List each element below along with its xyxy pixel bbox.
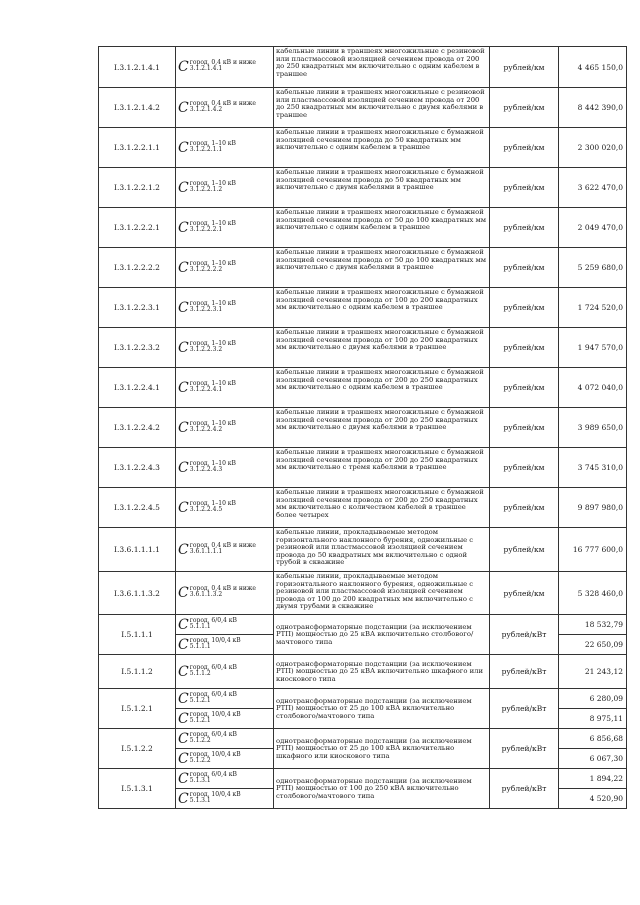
cost-symbol xyxy=(178,301,271,315)
symbol-cell xyxy=(176,572,274,615)
cost-letter: C xyxy=(178,219,189,236)
item-value: 3 745 310,0 xyxy=(559,448,627,488)
symbol-subscript: 3.1.2.2.4.3 xyxy=(189,465,223,473)
item-unit: рублей/км xyxy=(490,328,559,368)
symbol-subscript: 5.1.3.1 xyxy=(189,776,211,784)
symbol-cell xyxy=(176,488,274,528)
symbol-subscript: 5.1.1.2 xyxy=(189,669,211,677)
item-unit: рублей/км xyxy=(490,128,559,168)
item-unit: рублей/км xyxy=(490,47,559,88)
cost-letter: C xyxy=(178,663,189,680)
table-row xyxy=(99,408,627,448)
symbol-subscript: 3.1.2.2.4.5 xyxy=(189,505,223,513)
item-unit: рублей/км xyxy=(490,572,559,615)
table-row xyxy=(99,88,627,128)
table-row xyxy=(99,689,627,709)
symbol-cell xyxy=(176,208,274,248)
symbol-subscript: 3.1.2.1.4.2 xyxy=(189,105,223,113)
item-unit: рублей/кВт xyxy=(490,615,559,655)
symbol-cell xyxy=(176,248,274,288)
symbol-superscript: город, 1–10 кВ xyxy=(189,379,236,387)
cost-letter: C xyxy=(178,139,189,156)
cost-symbol xyxy=(178,665,271,679)
symbol-subscript: 5.1.1.1 xyxy=(189,642,211,650)
symbol-subscript: 3.1.2.2.2.1 xyxy=(189,225,223,233)
item-description: однотрансформаторные подстанции (за исключением РТП) мощностью до 25 кВА включительно столбового/мачтового типа xyxy=(274,615,490,655)
item-unit: рублей/кВт xyxy=(490,689,559,729)
symbol-cell xyxy=(176,88,274,128)
item-description: кабельные линии в траншеях многожильные с бумажной изоляцией сечением провода от 50 до 100 квадратных мм включительно с одним кабелем в траншее xyxy=(274,208,490,248)
table-row xyxy=(99,528,627,572)
item-description: однотрансформаторные подстанции (за исключением РТП) мощностью от 25 до 100 кВА включительно шкафного или киоскового типа xyxy=(274,729,490,769)
symbol-subscript: 3.1.2.1.4.1 xyxy=(189,65,223,73)
item-unit: рублей/км xyxy=(490,408,559,448)
symbol-superscript: город, 1–10 кВ xyxy=(189,499,236,507)
symbol-cell xyxy=(176,615,274,635)
item-unit: рублей/км xyxy=(490,448,559,488)
cost-letter: C xyxy=(178,730,189,747)
symbol-subscript: 5.1.1.1 xyxy=(189,622,211,630)
table-row xyxy=(99,47,627,88)
item-description: кабельные линии в траншеях многожильные с бумажной изоляцией сечением провода от 200 до 250 квадратных мм включительно с двумя кабелями в траншее xyxy=(274,408,490,448)
symbol-cell xyxy=(176,789,274,809)
symbol-superscript: город, 6/0,4 кВ xyxy=(189,616,237,624)
cost-letter: C xyxy=(178,339,189,356)
item-code: I.3.1.2.2.4.3 xyxy=(99,448,176,488)
item-code: I.5.1.1.1 xyxy=(99,615,176,655)
item-code: I.3.1.2.2.1.1 xyxy=(99,128,176,168)
symbol-cell xyxy=(176,368,274,408)
cost-letter: C xyxy=(178,710,189,727)
item-description: кабельные линии, прокладываемые методом горизонтального наклонного бурения, одножильные с резиновой или пластмассовой изоляцией сечением провода до 50 квадратных мм включительно с одной трубой в скважине xyxy=(274,528,490,572)
cost-symbol xyxy=(178,732,271,746)
cost-letter: C xyxy=(178,750,189,767)
item-unit: рублей/км xyxy=(490,208,559,248)
symbol-superscript: город, 1–10 кВ xyxy=(189,459,236,467)
symbol-superscript: город, 1–10 кВ xyxy=(189,419,236,427)
item-value: 22 650,09 xyxy=(559,635,627,655)
cost-symbol xyxy=(178,712,271,726)
item-value: 4 520,90 xyxy=(559,789,627,809)
cost-letter: C xyxy=(178,499,189,516)
item-value: 3 622 470,0 xyxy=(559,168,627,208)
item-value: 1 894,22 xyxy=(559,769,627,789)
item-code: I.3.1.2.2.2.2 xyxy=(99,248,176,288)
cost-letter: C xyxy=(178,616,189,633)
symbol-cell xyxy=(176,47,274,88)
item-description: однотрансформаторные подстанции (за исключением РТП) мощностью от 100 до 250 кВА включительно столбового/мачтового типа xyxy=(274,769,490,809)
item-code: I.3.1.2.1.4.2 xyxy=(99,88,176,128)
item-code: I.5.1.3.1 xyxy=(99,769,176,809)
cost-symbol xyxy=(178,141,271,155)
symbol-subscript: 3.1.2.2.2.2 xyxy=(189,265,223,273)
cost-letter: C xyxy=(178,541,189,558)
table-row xyxy=(99,448,627,488)
cost-letter: C xyxy=(178,259,189,276)
item-code: I.3.1.2.2.3.2 xyxy=(99,328,176,368)
symbol-superscript: город, 1–10 кВ xyxy=(189,259,236,267)
symbol-cell xyxy=(176,448,274,488)
cost-symbol xyxy=(178,792,271,806)
item-description: кабельные линии в траншеях многожильные с резиновой или пластмассовой изоляцией сечением провода от 200 до 250 квадратных мм включительно с одним кабелем в траншее xyxy=(274,47,490,88)
symbol-cell xyxy=(176,749,274,769)
symbol-cell xyxy=(176,408,274,448)
item-value: 4 465 150,0 xyxy=(559,47,627,88)
item-description: кабельные линии в траншеях многожильные с резиновой или пластмассовой изоляцией сечением провода от 200 до 250 квадратных мм включительно с двумя кабелями в траншее xyxy=(274,88,490,128)
symbol-cell xyxy=(176,729,274,749)
item-value: 5 328 460,0 xyxy=(559,572,627,615)
item-code: I.3.6.1.1.1.1 xyxy=(99,528,176,572)
item-value: 1 724 520,0 xyxy=(559,288,627,328)
symbol-superscript: город, 1–10 кВ xyxy=(189,179,236,187)
item-value: 2 300 020,0 xyxy=(559,128,627,168)
cost-symbol xyxy=(178,501,271,515)
symbol-cell xyxy=(176,655,274,689)
symbol-superscript: город, 6/0,4 кВ xyxy=(189,730,237,738)
item-code: I.3.1.2.2.2.1 xyxy=(99,208,176,248)
table-row xyxy=(99,328,627,368)
cost-symbol xyxy=(178,101,271,115)
cost-letter: C xyxy=(178,99,189,116)
cost-letter: C xyxy=(178,179,189,196)
cost-letter: C xyxy=(178,459,189,476)
symbol-cell xyxy=(176,528,274,572)
symbol-cell xyxy=(176,328,274,368)
symbol-cell xyxy=(176,635,274,655)
item-value: 2 049 470,0 xyxy=(559,208,627,248)
table-row xyxy=(99,208,627,248)
symbol-superscript: город, 10/0,4 кВ xyxy=(189,710,241,718)
cost-symbol xyxy=(178,772,271,786)
symbol-subscript: 3.1.2.2.4.2 xyxy=(189,425,223,433)
symbol-cell xyxy=(176,128,274,168)
item-description: однотрансформаторные подстанции (за исключением РТП) мощностью до 25 кВА включительно шкафного или киоскового типа xyxy=(274,655,490,689)
document-page xyxy=(98,46,623,809)
cost-symbol xyxy=(178,381,271,395)
cost-letter: C xyxy=(178,585,189,601)
item-unit: рублей/кВт xyxy=(490,769,559,809)
item-description: кабельные линии в траншеях многожильные с бумажной изоляцией сечением провода до 50 квадратных мм включительно с двумя кабелями в траншее xyxy=(274,168,490,208)
symbol-superscript: город, 1–10 кВ xyxy=(189,139,236,147)
table-row xyxy=(99,572,627,615)
table-row xyxy=(99,248,627,288)
cost-symbol xyxy=(178,261,271,275)
symbol-subscript: 3.1.2.2.3.1 xyxy=(189,305,223,313)
cost-symbol xyxy=(178,461,271,475)
table-row xyxy=(99,128,627,168)
item-value: 1 947 570,0 xyxy=(559,328,627,368)
cost-letter: C xyxy=(178,636,189,653)
item-unit: рублей/кВт xyxy=(490,729,559,769)
symbol-superscript: город, 6/0,4 кВ xyxy=(189,770,237,778)
symbol-subscript: 3.1.2.2.4.1 xyxy=(189,385,223,393)
item-value: 6 280,09 xyxy=(559,689,627,709)
item-description: однотрансформаторные подстанции (за исключением РТП) мощностью от 25 до 100 кВА включительно столбового/мачтового типа xyxy=(274,689,490,729)
item-value: 6 856,68 xyxy=(559,729,627,749)
cost-letter: C xyxy=(178,299,189,316)
item-unit: рублей/км xyxy=(490,488,559,528)
symbol-cell xyxy=(176,288,274,328)
item-code: I.3.1.2.2.1.2 xyxy=(99,168,176,208)
item-code: I.5.1.2.1 xyxy=(99,689,176,729)
symbol-superscript: город, 10/0,4 кВ xyxy=(189,636,241,644)
item-code: I.3.1.2.2.3.1 xyxy=(99,288,176,328)
cost-symbol xyxy=(178,341,271,355)
symbol-cell xyxy=(176,689,274,709)
item-value: 3 989 650,0 xyxy=(559,408,627,448)
item-description: кабельные линии в траншеях многожильные с бумажной изоляцией сечением провода от 200 до 250 квадратных мм включительно с тремя кабелями в траншее xyxy=(274,448,490,488)
item-description: кабельные линии в траншеях многожильные с бумажной изоляцией сечением провода от 100 до 200 квадратных мм включительно с двумя кабелями в траншее xyxy=(274,328,490,368)
symbol-superscript: город, 10/0,4 кВ xyxy=(189,750,241,758)
item-unit: рублей/км xyxy=(490,288,559,328)
cost-symbol xyxy=(178,692,271,706)
symbol-superscript: город, 10/0,4 кВ xyxy=(189,790,241,798)
symbol-superscript: город, 6/0,4 кВ xyxy=(189,690,237,698)
table-row xyxy=(99,729,627,749)
item-value: 5 259 680,0 xyxy=(559,248,627,288)
item-code: I.3.1.2.2.4.2 xyxy=(99,408,176,448)
item-value: 8 442 390,0 xyxy=(559,88,627,128)
cost-symbol xyxy=(178,543,271,557)
item-description: кабельные линии в траншеях многожильные с бумажной изоляцией сечением провода от 100 до 200 квадратных мм включительно с одним кабелем в траншее xyxy=(274,288,490,328)
symbol-superscript: город, 0,4 кВ и ниже xyxy=(189,541,256,549)
cost-letter: C xyxy=(178,790,189,807)
table-row xyxy=(99,769,627,789)
symbol-subscript: 3.1.2.2.1.2 xyxy=(189,185,223,193)
table-row xyxy=(99,288,627,328)
item-value: 4 072 040,0 xyxy=(559,368,627,408)
item-unit: рублей/км xyxy=(490,168,559,208)
tariff-table xyxy=(98,46,627,809)
symbol-subscript: 3.6.1.1.3.2 xyxy=(189,591,223,599)
item-value: 21 243,12 xyxy=(559,655,627,689)
item-value: 8 975,11 xyxy=(559,709,627,729)
item-description: кабельные линии в траншеях многожильные с бумажной изоляцией сечением провода от 200 до 250 квадратных мм включительно с количеством кабелей в траншее более четырех xyxy=(274,488,490,528)
symbol-subscript: 5.1.2.2 xyxy=(189,736,211,744)
cost-symbol xyxy=(178,752,271,766)
item-code: I.3.1.2.2.4.5 xyxy=(99,488,176,528)
item-unit: рублей/км xyxy=(490,528,559,572)
symbol-superscript: город, 0,4 кВ и ниже xyxy=(189,59,256,66)
symbol-superscript: город, 6/0,4 кВ xyxy=(189,663,237,671)
item-code: I.3.1.2.2.4.1 xyxy=(99,368,176,408)
item-code: I.3.1.2.1.4.1 xyxy=(99,47,176,88)
symbol-superscript: город, 1–10 кВ xyxy=(189,219,236,227)
item-code: I.5.1.2.2 xyxy=(99,729,176,769)
item-value: 18 532,79 xyxy=(559,615,627,635)
cost-symbol xyxy=(178,60,271,74)
cost-letter: C xyxy=(178,770,189,787)
symbol-subscript: 3.6.1.1.1.1 xyxy=(189,547,223,555)
item-description: кабельные линии в траншеях многожильные с бумажной изоляцией сечением провода от 200 до 250 квадратных мм включительно с одним кабелем в траншее xyxy=(274,368,490,408)
table-row xyxy=(99,615,627,635)
item-unit: рублей/кВт xyxy=(490,655,559,689)
symbol-subscript: 5.1.2.1 xyxy=(189,716,211,724)
symbol-subscript: 5.1.3.1 xyxy=(189,796,211,804)
item-description: кабельные линии в траншеях многожильные с бумажной изоляцией сечением провода от 50 до 100 квадратных мм включительно с двумя кабелями в траншее xyxy=(274,248,490,288)
table-row xyxy=(99,655,627,689)
cost-letter: C xyxy=(178,690,189,707)
item-value: 9 897 980,0 xyxy=(559,488,627,528)
table-row xyxy=(99,368,627,408)
table-row xyxy=(99,168,627,208)
symbol-superscript: город, 1–10 кВ xyxy=(189,299,236,307)
item-code: I.3.6.1.1.3.2 xyxy=(99,572,176,615)
item-unit: рублей/км xyxy=(490,248,559,288)
item-description: кабельные линии в траншеях многожильные с бумажной изоляцией сечением провода до 50 квадратных мм включительно с одним кабелем в траншее xyxy=(274,128,490,168)
cost-symbol xyxy=(178,181,271,195)
cost-letter: C xyxy=(178,379,189,396)
item-code: I.5.1.1.2 xyxy=(99,655,176,689)
item-value: 6 067,30 xyxy=(559,749,627,769)
symbol-superscript: город, 0,4 кВ и ниже xyxy=(189,99,256,107)
cost-letter: C xyxy=(178,419,189,436)
symbol-superscript: город, 1–10 кВ xyxy=(189,339,236,347)
symbol-cell xyxy=(176,769,274,789)
cost-letter: C xyxy=(178,59,189,75)
item-unit: рублей/км xyxy=(490,88,559,128)
item-unit: рублей/км xyxy=(490,368,559,408)
item-description: кабельные линии, прокладываемые методом горизонтального наклонного бурения, одножильные с резиновой или пластмассовой изоляцией сечением провода от 100 до 200 квадратных мм включительно с двумя трубами в скважине xyxy=(274,572,490,615)
cost-symbol xyxy=(178,638,271,652)
cost-symbol xyxy=(178,421,271,435)
symbol-cell xyxy=(176,168,274,208)
symbol-subscript: 3.1.2.2.1.1 xyxy=(189,145,223,153)
symbol-subscript: 5.1.2.2 xyxy=(189,756,211,764)
symbol-subscript: 3.1.2.2.3.2 xyxy=(189,345,223,353)
cost-symbol xyxy=(178,586,271,600)
table-row xyxy=(99,488,627,528)
symbol-superscript: город, 0,4 кВ и ниже xyxy=(189,585,256,592)
symbol-subscript: 5.1.2.1 xyxy=(189,696,211,704)
cost-symbol xyxy=(178,221,271,235)
item-value: 16 777 600,0 xyxy=(559,528,627,572)
cost-symbol xyxy=(178,618,271,632)
symbol-cell xyxy=(176,709,274,729)
